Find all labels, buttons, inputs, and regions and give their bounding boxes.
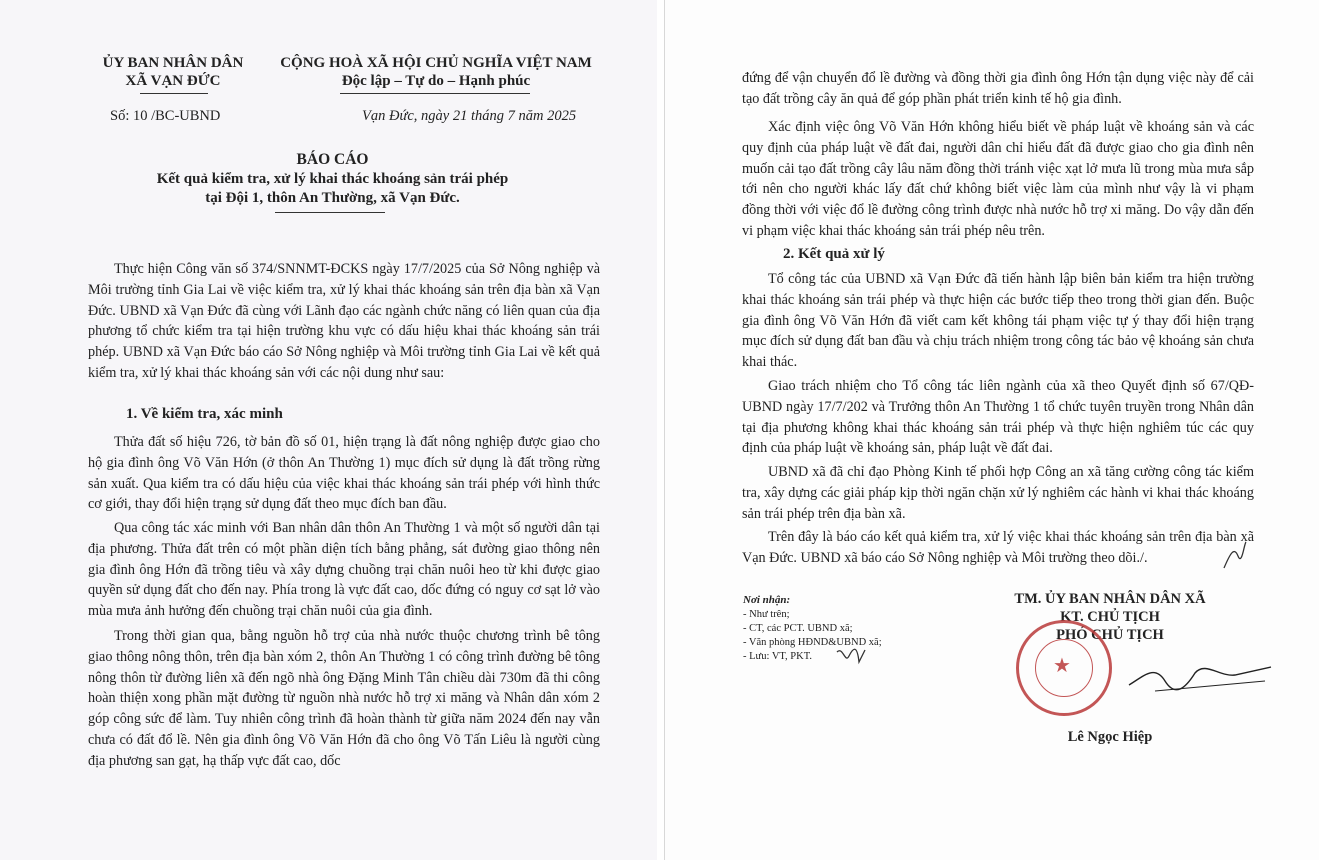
paragraph-2: Qua công tác xác minh với Ban nhân dân thôn An Thường 1 và một số người dân tại địa phương. Thửa đất trên có một phần diện tích bằng phẳng, sát đường giao thông nên gia đình ông Hớn đã trồng tiêu và xây dựng chuồng trại chăn nuôi heo từ khi được giao quyền sử dụng đất cho đến nay. Phía trong là vực đất cao, dốc đứng có nguy cơ sạt lở vào mùa mưa ảnh hưởng đến chuồng trại chăn nuôi của gia đình.: [88, 520, 600, 620]
signer-name: Lê Ngọc Hiệp: [1067, 729, 1153, 745]
section-1-heading: 1. Về kiểm tra, xác minh: [126, 406, 283, 422]
recipients-title: Nơi nhận:: [743, 594, 791, 606]
recipient-1: - Như trên;: [743, 609, 790, 620]
doc-title-line1: Kết quả kiểm tra, xử lý khai thác khoáng sản trái phép: [156, 171, 509, 187]
page-left: [0, 0, 657, 860]
nation-underline: [340, 93, 530, 94]
doc-type: BÁO CÁO: [296, 151, 369, 168]
paragraph-7: UBND xã đã chỉ đạo Phòng Kinh tế phối hợp Công an xã tăng cường công tác kiểm tra, xây dựng các giải pháp kịp thời ngăn chặn xử lý nghiêm các hành vi khai thác khoáng sản trái phép trên địa bàn xã.: [742, 464, 1254, 522]
agency-underline: [140, 93, 208, 94]
official-seal: [1016, 620, 1112, 716]
margin-signature: [1220, 540, 1250, 572]
star-icon: ★: [1053, 655, 1071, 677]
place-date: Vạn Đức, ngày 21 tháng 7 năm 2025: [362, 108, 577, 124]
recipient-3: - Văn phòng HĐND&UBND xã;: [743, 637, 882, 648]
nation-line1: CỘNG HOÀ XÃ HỘI CHỦ NGHĨA VIỆT NAM: [280, 55, 592, 71]
paragraph-8: Trên đây là báo cáo kết quả kiểm tra, xử lý việc khai thác khoáng sản trên địa bàn xã Vạn Đức. UBND xã báo cáo Sở Nông nghiệp và Môi trường theo dõi./.: [742, 529, 1254, 566]
sign-line1: TM. ỦY BAN NHÂN DÂN XÃ: [1014, 591, 1206, 607]
paragraph-6: Giao trách nhiệm cho Tổ công tác liên ngành của xã theo Quyết định số 67/QĐ-UBND ngày 17/7/202 và Trưởng thôn An Thường 1 tổ chức tuyên truyền trong Nhân dân tại địa phương không khai thác khoáng sản trái phép và thực hiện nghiêm túc các quy định của pháp luật về khoáng sản, pháp luật về đất đai.: [742, 378, 1254, 457]
title-underline: [275, 212, 385, 213]
paragraph-5: Tổ công tác của UBND xã Vạn Đức đã tiến hành lập biên bản kiểm tra hiện trường khai thác khoáng sản trái phép và thực hiện các bước tiếp theo trong thời gian đến. Buộc gia đình ông Võ Văn Hớn đã viết cam kết không tái phạm việc tự ý thay đổi hiện trạng mục đích sử dụng đất ban đầu và chịu trách nhiệm trong công tác bảo vệ khoáng sản chưa khai thác.: [742, 271, 1254, 371]
recipient-2: - CT, các PCT. UBND xã;: [743, 623, 853, 634]
sign-line3: PHÓ CHỦ TỊCH: [1056, 627, 1164, 643]
intro-paragraph: Thực hiện Công văn số 374/SNNMT-ĐCKS ngày 17/7/2025 của Sở Nông nghiệp và Môi trường tỉnh Gia Lai về việc kiểm tra, xử lý khai thác khoáng sản trên địa bàn xã Vạn Đức. UBND xã Vạn Đức đã cùng với Lãnh đạo các ngành chức năng có liên quan của địa phương tổ chức kiểm tra tại hiện trường khu vực có dấu hiệu khai thác khoáng sản trái phép. UBND xã Vạn Đức báo cáo Sở Nông nghiệp và Môi trường tỉnh Gia Lai về kết quả kiểm tra, xử lý khai thác khoáng sản với các nội dung như sau:: [88, 261, 600, 381]
paragraph-1: Thửa đất số hiệu 726, tờ bản đồ số 01, hiện trạng là đất nông nghiệp được giao cho hộ gia đình ông Võ Văn Hớn (ở thôn An Thường 1) mục đích sử dụng là đất trồng rừng sản xuất. Qua kiểm tra có dấu hiệu của việc khai thác khoáng sản trái phép với hình thức cơ giới, thay đổi hiện trạng sử dụng đất theo mục đích ban đầu.: [88, 434, 600, 513]
initial-signature: [835, 642, 869, 670]
paragraph-4: Xác định việc ông Võ Văn Hớn không hiểu biết về pháp luật về khoáng sản và các quy định của pháp luật về đất đai, người dân chỉ hiểu đất đã được giao cho gia đình nên muốn cải tạo đất trồng cây lâu năm đồng thời tránh việc xạt lở mưa lũ trong mùa mưa sắp tới nên cho người khác lấy đất chứ không biết việc làm của mình như vậy là vi phạm đồng thời với việc đổ lề đường công trình được nhà nước hỗ trợ xi măng. Do vậy dẫn đến vi phạm việc khai thác khoáng sản trái phép nêu trên.: [742, 119, 1254, 239]
recipient-4: - Lưu: VT, PKT.: [743, 651, 812, 662]
doc-title-line2: tại Đội 1, thôn An Thường, xã Vạn Đức.: [205, 190, 460, 206]
paragraph-3: Trong thời gian qua, bằng nguồn hỗ trợ của nhà nước thuộc chương trình bê tông giao thông nông thôn, trên địa bàn xóm 2, thôn An Thường 1 có công trình đường bê tông nông thôn từ đường liên xã đến ngõ nhà ông Đặng Minh Tân chiều dài 730m đã thi công hoàn thiện xong phần mặt đường từ nguồn nhà nước hỗ trợ xi măng và Nhân dân xóm 2 góp công sức để làm. Tuy nhiên công trình đã hoàn thành từ giữa năm 2024 đến nay vẫn chưa có đất đổ lề. Nên gia đình ông Võ Văn Hớn đã cho ông Võ Tấn Liêu là người cùng địa phương san gạt, hạ thấp vực đất cao, dốc: [88, 628, 600, 769]
doc-number: Số: 10 /BC-UBND: [110, 108, 221, 124]
agency-line2: XÃ VẠN ĐỨC: [125, 73, 221, 89]
nation-line2: Độc lập – Tự do – Hạnh phúc: [341, 73, 531, 89]
paragraph-continued: đứng để vận chuyển đổ lề đường và đồng thời gia đình ông Hớn tận dụng việc này để cải tạo đất trồng cây ăn quả để góp phần phát triển kinh tế hộ gia đình.: [742, 70, 1254, 107]
page-gutter: [657, 0, 664, 860]
signature: [1125, 655, 1275, 700]
section-2-heading: 2. Kết quả xử lý: [783, 246, 885, 262]
sign-line2: KT. CHỦ TỊCH: [1060, 609, 1160, 625]
page-right: [664, 0, 1319, 860]
agency-line1: ỦY BAN NHÂN DÂN: [102, 55, 244, 71]
